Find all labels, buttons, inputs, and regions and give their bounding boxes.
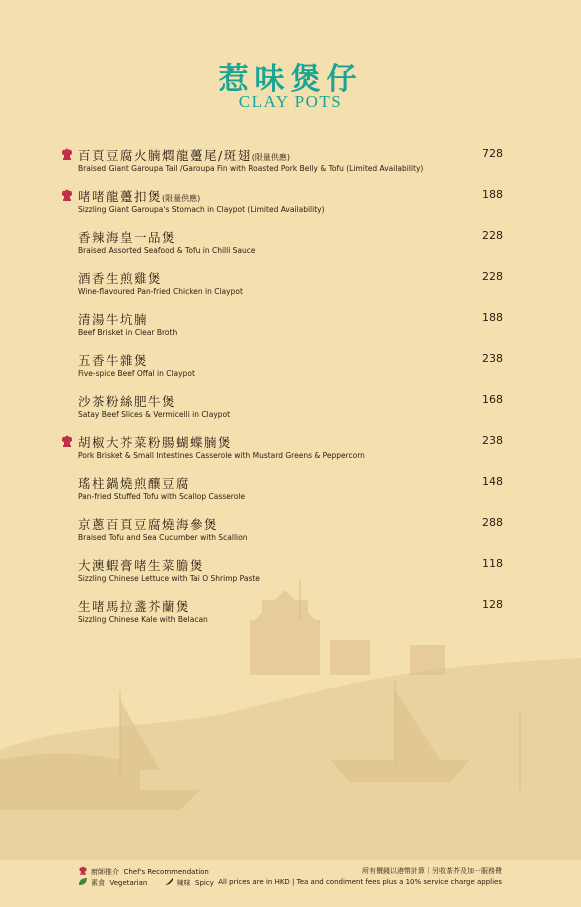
menu-item [0, 269, 581, 310]
legend-chef [78, 866, 209, 877]
menu-item [0, 310, 581, 351]
dish-price: 128 [482, 598, 503, 611]
price-note-zh: 所有價錢以港幣計算｜另收茶芥及加一服務費 [362, 867, 502, 875]
dish-name-zh: 大澳蝦膏啫生菜膽煲 [78, 558, 205, 573]
chef-hat-icon [60, 435, 74, 447]
dish-name-en: Sizzling Chinese Lettuce with Tai O Shrimp Paste [78, 574, 260, 583]
legend-spicy: 辣味 Spicy [164, 879, 214, 887]
dish-name-zh: 生啫馬拉盞芥蘭煲 [78, 599, 191, 614]
menu-item [0, 556, 581, 597]
legend-veg-spicy [78, 877, 214, 888]
legend-chef-zh: 廚師推介 [91, 868, 119, 876]
dish-name-en: Braised Tofu and Sea Cucumber with Scallion [78, 533, 248, 542]
dish-name-en: Pork Brisket & Small Intestines Casserole with Mustard Greens & Peppercorn [78, 451, 365, 460]
chef-hat-icon [60, 189, 74, 201]
dish-price: 238 [482, 352, 503, 365]
dish-name-zh: 香辣海皇一品煲 [78, 230, 177, 245]
menu-list [0, 146, 581, 638]
dish-price: 238 [482, 434, 503, 447]
dish-name-zh: 沙茶粉絲肥牛煲 [78, 394, 177, 409]
price-note-en: All prices are in HKD | Tea and condiment fees plus a 10% service charge applies [218, 878, 502, 886]
dish-name-en: Beef Brisket in Clear Broth [78, 328, 178, 337]
menu-item [0, 474, 581, 515]
dish-price: 118 [482, 557, 503, 570]
dish-name-en: Braised Assorted Seafood & Tofu in Chilli Sauce [78, 246, 256, 255]
dish-name-en: Braised Giant Garoupa Tail /Garoupa Fin with Roasted Pork Belly & Tofu (Limited Availability) [78, 164, 424, 173]
page-title: 惹味煲仔 [218, 62, 363, 97]
menu-item [0, 392, 581, 433]
dish-price: 728 [482, 147, 503, 160]
dish-price: 148 [482, 475, 503, 488]
dish-name-zh: 瑤柱鍋燒煎釀豆腐 [78, 476, 191, 491]
dish-name-en: Sizzling Giant Garoupa's Stomach in Claypot (Limited Availability) [78, 205, 325, 214]
menu-item [0, 597, 581, 638]
dish-name-zh: 啫啫龍躉扣煲(限量供應) [78, 189, 201, 204]
leaf-icon [78, 877, 88, 886]
dish-price: 228 [482, 270, 503, 283]
chef-hat-icon [60, 148, 74, 160]
chili-icon [164, 877, 174, 886]
chef-hat-icon [78, 866, 88, 875]
menu-item [0, 187, 581, 228]
dish-name-en: Five-spice Beef Offal in Claypot [78, 369, 195, 378]
legend-veg: 素食 Vegetarian [78, 879, 147, 887]
page-subtitle: CLAY POTS [238, 92, 343, 111]
dish-name-zh: 京蔥百頁豆腐燒海參煲 [78, 517, 219, 532]
dish-name-en: Satay Beef Slices & Vermicelli in Claypot [78, 410, 231, 419]
legend-chef-en: Chef's Recommendation [123, 868, 209, 876]
dish-price: 288 [482, 516, 503, 529]
dish-name-en: Pan-fried Stuffed Tofu with Scallop Casserole [78, 492, 246, 501]
dish-price: 188 [482, 311, 503, 324]
menu-item [0, 146, 581, 187]
menu-item [0, 228, 581, 269]
menu-item [0, 515, 581, 556]
dish-name-zh: 清湯牛坑腩 [78, 312, 149, 327]
dish-price: 168 [482, 393, 503, 406]
dish-price: 188 [482, 188, 503, 201]
dish-name-zh: 酒香生煎雞煲 [78, 271, 163, 286]
dish-name-en: Sizzling Chinese Kale with Belacan [78, 615, 208, 624]
menu-item [0, 351, 581, 392]
dish-name-zh: 百頁豆腐火腩燜龍躉尾/斑翅(限量供應) [78, 148, 290, 163]
dish-name-zh: 胡椒大芥菜粉腸蝴蝶腩煲 [78, 435, 233, 450]
dish-name-en: Wine-flavoured Pan-fried Chicken in Claypot [78, 287, 243, 296]
menu-item [0, 433, 581, 474]
dish-price: 228 [482, 229, 503, 242]
dish-name-zh: 五香牛雜煲 [78, 353, 149, 368]
